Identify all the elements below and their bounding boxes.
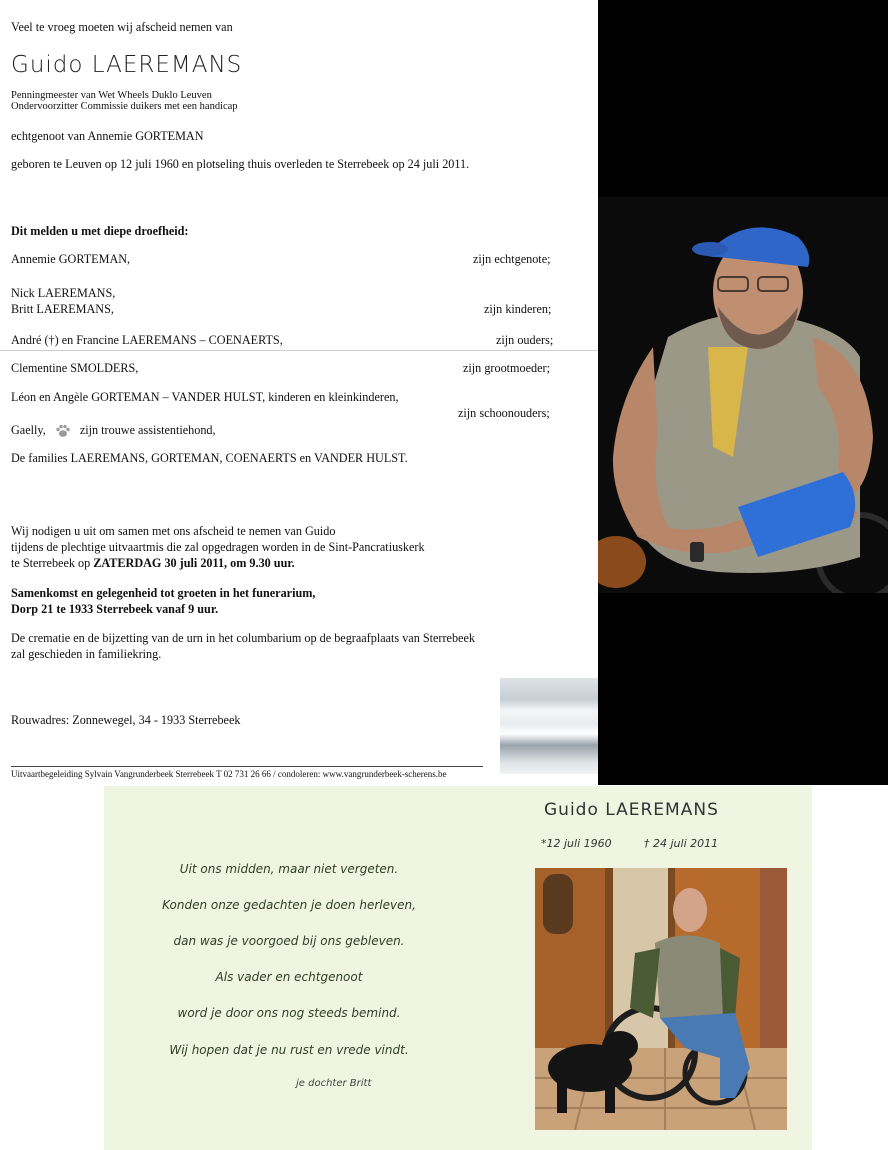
birth-death-line: geboren te Leuven op 12 juli 1960 en plotseling thuis overleden te Sterrebeek op 24 juli 2011. — [11, 157, 470, 171]
spouse-line: echtgenoot van Annemie GORTEMAN — [11, 129, 204, 143]
invitation-line-2: tijdens de plechtige uitvaartmis die zal opgedragen worden in de Sint-Pancratiuskerk — [11, 540, 425, 554]
poem-signature: je dochter Britt — [296, 1078, 372, 1089]
dog-line — [11, 423, 216, 438]
spouse-name: Annemie GORTEMAN, — [11, 252, 131, 266]
grandmother-name: Clementine SMOLDERS, — [11, 361, 139, 375]
death-date: † 24 juli 2011 — [644, 837, 719, 850]
deceased-name: Guido LAEREMANS — [11, 52, 243, 78]
card-name: Guido LAEREMANS — [544, 800, 719, 820]
wheelchair-photo — [535, 868, 787, 1130]
announcement-heading: Dit melden u met diepe droefheid: — [11, 224, 189, 238]
dog-relation: zijn trouwe assistentiehond, — [79, 423, 216, 437]
fold-line — [0, 350, 598, 351]
inlaws-name: Léon en Angèle GORTEMAN – VANDER HULST, kinderen en kleinkinderen, — [11, 390, 399, 404]
seascape-image — [500, 678, 598, 774]
poem-line-3: dan was je voorgoed bij ons gebleven. — [173, 934, 405, 948]
gathering-line-2: Dorp 21 te 1933 Sterrebeek vanaf 9 uur. — [11, 602, 219, 616]
cremation-line-1: De crematie en de bijzetting van de urn in het columbarium op de begraafplaats van Sterrebeek — [11, 631, 475, 645]
role-line-2: Ondervoorzitter Commissie duikers met een handicap — [11, 101, 238, 112]
grandmother-relation: zijn grootmoeder; — [463, 361, 550, 375]
intro-text: Veel te vroeg moeten wij afscheid nemen van — [11, 20, 233, 34]
role-line-1: Penningmeester van Wet Wheels Duklo Leuven — [11, 90, 212, 101]
poem-line-2: Konden onze gedachten je doen herleven, — [162, 898, 416, 912]
child-2-name: Britt LAEREMANS, — [11, 302, 114, 316]
obituary-letter — [0, 0, 598, 785]
children-relation: zijn kinderen; — [484, 302, 552, 316]
memorial-card — [104, 786, 812, 1150]
poem-line-4: Als vader en echtgenoot — [215, 970, 363, 984]
invitation-line-3 — [11, 556, 295, 570]
footer-divider — [11, 766, 483, 767]
cremation-line-2: zal geschieden in familiekring. — [11, 647, 162, 661]
poem-line-6: Wij hopen dat je nu rust en vrede vindt. — [169, 1043, 409, 1057]
dog-name: Gaelly, — [11, 423, 46, 437]
child-1-name: Nick LAEREMANS, — [11, 286, 116, 300]
paw-icon — [55, 424, 71, 438]
birth-date: *12 juli 1960 — [541, 837, 612, 850]
mourning-address: Rouwadres: Zonnewegel, 34 - 1933 Sterrebeek — [11, 713, 241, 727]
poem-line-5: word je door ons nog steeds bemind. — [177, 1006, 401, 1020]
funeral-home-footer: Uitvaartbegeleiding Sylvain Vangrunderbeek Sterrebeek T 02 731 26 66 / condoleren: www.vangrunderbeek-scherens.be — [11, 769, 447, 779]
funeral-date: ZATERDAG 30 juli 2011, om 9.30 uur. — [93, 556, 295, 570]
inlaws-relation: zijn schoonouders; — [458, 406, 550, 420]
gathering-line-1: Samenkomst en gelegenheid tot groeten in het funerarium, — [11, 586, 316, 600]
parents-relation: zijn ouders; — [496, 333, 554, 347]
parents-name: André (†) en Francine LAEREMANS – COENAERTS, — [11, 333, 283, 347]
families-line: De families LAEREMANS, GORTEMAN, COENAERTS en VANDER HULST. — [11, 451, 408, 465]
spouse-relation: zijn echtgenote; — [473, 252, 551, 266]
invitation-line-1: Wij nodigen u uit om samen met ons afscheid te nemen van Guido — [11, 524, 336, 538]
invitation-place: te Sterrebeek op — [11, 556, 94, 570]
portrait-photo — [598, 197, 888, 593]
poem-line-1: Uit ons midden, maar niet vergeten. — [179, 862, 399, 876]
